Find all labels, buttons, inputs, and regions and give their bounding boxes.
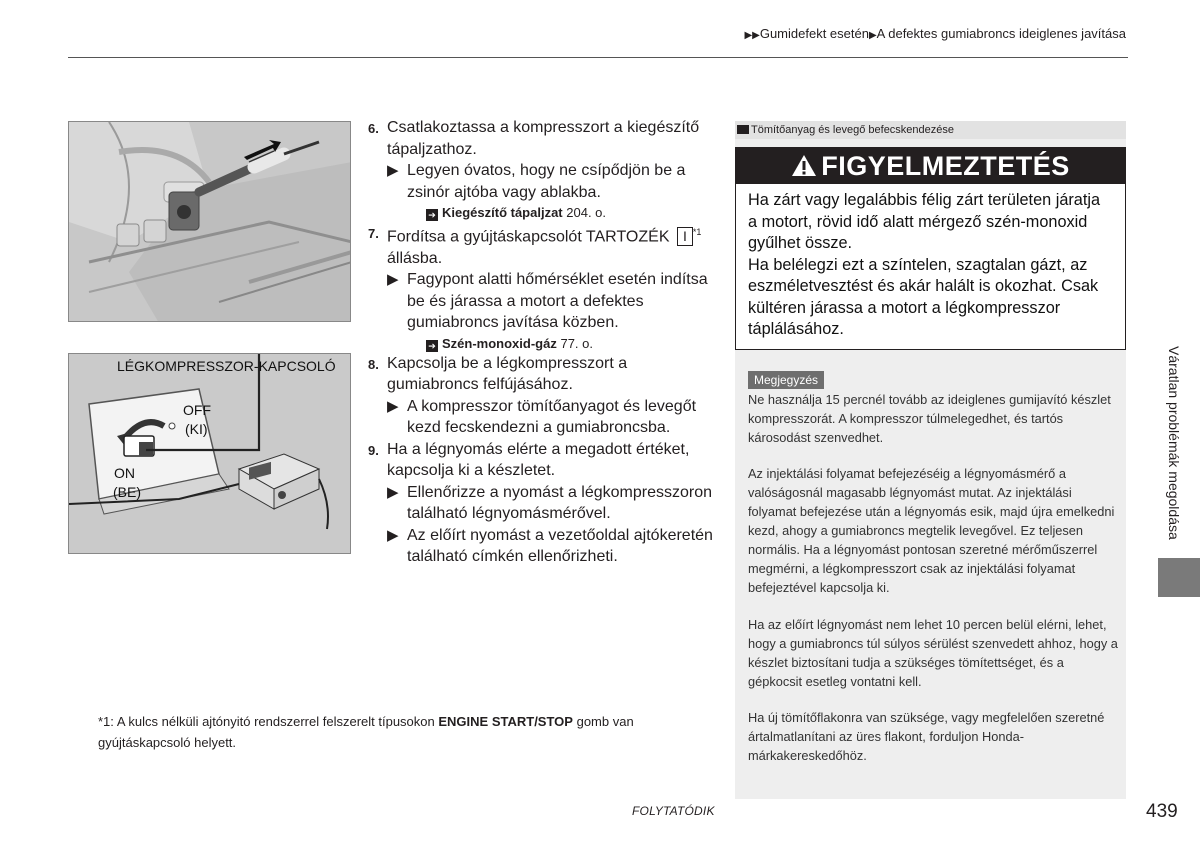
power-socket-photo [68, 121, 351, 322]
arrow-icon: ▶ [387, 526, 399, 544]
step-sub: ▶ A kompresszor tömítőanyagot és levegőt kezd fecskendezni a gumiabroncsba. [368, 396, 718, 439]
section-marker-icon [737, 125, 749, 134]
off-label: OFF [183, 402, 211, 418]
ignition-key-symbol: I [677, 227, 693, 246]
step-7 [368, 222, 718, 269]
arrow-icon: ▶ [868, 30, 877, 41]
step-6 [368, 117, 718, 160]
breadcrumb-item[interactable]: Gumidefekt esetén [759, 26, 869, 41]
step-text: Ha a légnyomás elérte a megadott értéket, kapcsolja ki a készletet. [387, 440, 690, 480]
step-9 [368, 439, 718, 482]
warning-icon [791, 154, 817, 177]
arrow-icon: ▶ [387, 483, 399, 501]
step-text: Csatlakoztassa a kompresszort a kiegészítő tápaljzathoz. [387, 119, 700, 158]
note-paragraph: Ha az előírt légnyomást nem lehet 10 percen belül elérni, lehet, hogy a gumiabroncs túl súlyos sérülést szenvedett ahhoz, hogy a készlet biztosítani tudja a szükséges tömítettséget, és a gépkocsit esetleg vontatni kell. [748, 617, 1118, 689]
page-reference[interactable]: ➔ Szén-monoxid-gáz 77. o. [368, 334, 718, 353]
continued-label: FOLYTATÓDIK [632, 804, 715, 818]
note-paragraph: Ha új tömítőflakonra van szüksége, vagy megfelelően szeretné ártalmatlanítani az üres flakont, forduljon Honda-márkakereskedőhöz. [748, 710, 1105, 763]
arrow-icon: ▶ [387, 271, 399, 289]
step-text: Kapcsolja be a légkompresszort a gumiabroncs felfújásához. [387, 354, 628, 394]
header-divider [68, 57, 1128, 58]
warning-box [735, 147, 1126, 350]
note-paragraph: Ne használja 15 percnél tovább az ideiglenes gumijavító készlet kompresszorát. A kompresszor túlmelegedhet, és tartós károsodást szenvedhet. [748, 392, 1111, 445]
warning-text: Ha zárt vagy legalábbis félig zárt területen járatja a motort, rövid idő alatt mérgező szén-monoxid gyűlhet össze. Ha belélegzi ezt a színtelen, szagtalan gázt, az eszméletvesztést és akár halált is okozhat. Csak kültéren járassa a motort a légkompresszor táplálásához. [748, 191, 1101, 338]
chapter-tab-label: Váratlan problémák megoldása [1166, 346, 1182, 540]
breadcrumb-item[interactable]: A defektes gumiabroncs ideiglenes javítása [876, 26, 1126, 41]
sidebar-title: Tömítőanyag és levegő befecskendezése [735, 121, 1126, 139]
step-8 [368, 353, 718, 396]
note-badge: Megjegyzés [748, 371, 824, 389]
switch-title-label: LÉGKOMPRESSZOR-KAPCSOLÓ [117, 358, 336, 374]
step-number: 8. [368, 356, 379, 372]
warning-heading: FIGYELMEZTETÉS [736, 148, 1125, 184]
reference-icon: ➔ [426, 340, 438, 352]
step-number: 9. [368, 442, 379, 458]
arrow-icon: ▶ [387, 397, 399, 415]
reference-icon: ➔ [426, 209, 438, 221]
sidebar-panel [735, 121, 1126, 799]
on-label: ON [114, 465, 135, 481]
breadcrumb [744, 26, 1126, 41]
page-number: 439 [1146, 801, 1178, 822]
step-sub: ▶ Fagypont alatti hőmérséklet esetén indítsa be és járassa a motort a defektes gumiabroncs javítása közben. [368, 269, 718, 334]
step-sub: ▶ Az előírt nyomást a vezetőoldal ajtókeretén található címkén ellenőrizheti. [368, 525, 718, 568]
page-reference[interactable]: ➔ Kiegészítő tápaljzat 204. o. [368, 203, 718, 222]
step-number: 6. [368, 121, 379, 136]
chapter-tab[interactable] [1158, 558, 1200, 597]
on-sub-label: (BE) [113, 484, 141, 500]
step-text: Fordítsa a gyújtáskapcsolót TARTOZÉK I $^{*1}$ állásba. [387, 227, 702, 267]
step-sub: ▶ Ellenőrizze a nyomást a légkompresszoron található légnyomásmérővel. [368, 482, 718, 525]
note-paragraph: Az injektálási folyamat befejezéséig a légnyomásmérő a valóságosnál magasabb légnyomást mutat. Az injektálási folyamat befejezése után a légnyomás esik, majd újra emelkedni kezd, ahogy a gumiabroncs megtelik levegővel. Ez teljesen normális. Ha a légnyomást pontosan szeretné mérőműszerrel megmérni, a légkompresszort csak az injektálási folyamat befejeztével kapcsolja ki. [748, 466, 1115, 595]
instruction-steps [368, 117, 718, 568]
off-sub-label: (KI) [185, 421, 208, 437]
compressor-switch-diagram [68, 353, 351, 554]
footnote: *1: A kulcs nélküli ajtónyitó rendszerrel felszerelt típusokon ENGINE START/STOP gomb van gyújtáskapcsoló helyett. [98, 714, 634, 750]
step-number: 7. [368, 226, 379, 241]
step-sub: ▶ Legyen óvatos, hogy ne csípődjön be a zsinór ajtóba vagy ablakba. [368, 160, 718, 203]
double-arrow-icon: ▶▶ [744, 30, 760, 41]
arrow-icon: ▶ [387, 162, 399, 179]
